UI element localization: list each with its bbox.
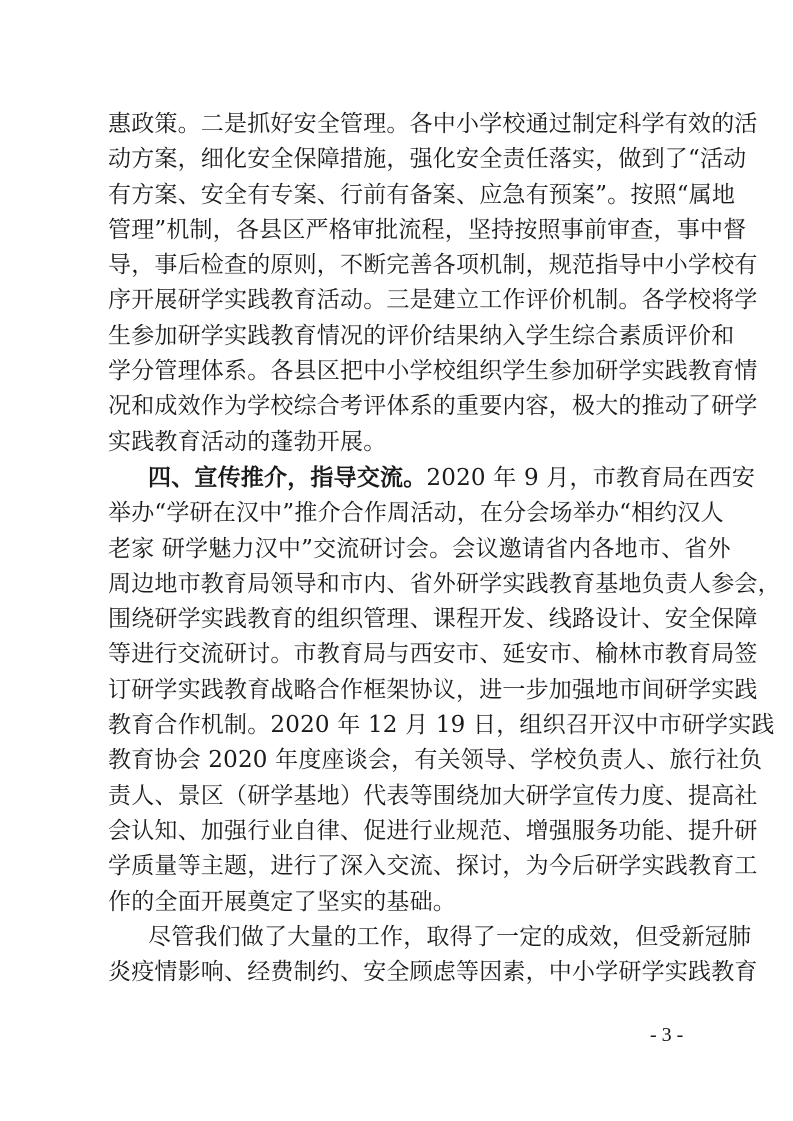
paragraph-safety-management — [108, 107, 758, 460]
text-line: 序开展研学实践教育活动。三是建立工作评价机制。各学校将学 — [108, 287, 758, 314]
text-line: 围绕研学实践教育的组织管理、课程开发、线路设计、安全保障 — [108, 606, 758, 633]
text-line — [108, 460, 756, 496]
text-line: 动方案，细化安全保障措施，强化安全责任落实，做到了“活动 — [108, 146, 747, 173]
paragraph-promotion-exchange — [108, 460, 781, 920]
page-number: - 3 - — [650, 1024, 684, 1046]
heading-line-rest: 2020 年 9 月，市教育局在西安 — [426, 464, 756, 491]
text-line: 有方案、安全有专案、行前有备案、应急有预案”。按照“属地 — [108, 181, 736, 208]
document-body — [108, 107, 781, 990]
text-line: 导，事后检查的原则，不断完善各项机制，规范指导中小学校有 — [108, 252, 758, 279]
text-line: 订研学实践教育战略合作框架协议，进一步加强地市间研学实践 — [108, 676, 758, 703]
text-line: 等进行交流研讨。市教育局与西安市、延安市、榆林市教育局签 — [108, 641, 758, 668]
text-line: 周边地市教育局领导和市内、省外研学实践教育基地负责人参会， — [108, 570, 781, 597]
text-line: 教育协会 2020 年度座谈会，有关领导、学校负责人、旅行社负 — [108, 747, 763, 774]
text-line: 尽管我们做了大量的工作，取得了一定的成效，但受新冠肺 — [148, 923, 752, 950]
paragraph-challenges — [108, 920, 758, 991]
text-line: 生参加研学实践教育情况的评价结果纳入学生综合素质评价和 — [108, 322, 735, 349]
section-heading: 四、宣传推介，指导交流。 — [148, 463, 427, 491]
text-line: 炎疫情影响、经费制约、安全顾虑等因素，中小学研学实践教育 — [108, 959, 758, 986]
text-line: 老家 研学魅力汉中”交流研讨会。会议邀请省内各地市、省外 — [108, 535, 731, 562]
text-line: 会认知、加强行业自律、促进行业规范、增强服务功能、提升研 — [108, 817, 758, 844]
text-line: 学分管理体系。各县区把中小学校组织学生参加研学实践教育情 — [108, 358, 758, 385]
text-line: 况和成效作为学校综合考评体系的重要内容，极大的推动了研学 — [108, 393, 758, 420]
text-line: 学质量等主题，进行了深入交流、探讨，为今后研学实践教育工 — [108, 853, 758, 880]
text-line: 实践教育活动的蓬勃开展。 — [108, 428, 387, 455]
text-line: 管理”机制，各县区严格审批流程，坚持按照事前审查，事中督 — [108, 216, 747, 243]
text-line: 举办“学研在汉中”推介合作周活动，在分会场举办“相约汉人 — [108, 500, 724, 527]
text-line: 作的全面开展奠定了坚实的基础。 — [108, 888, 456, 915]
text-line: 责人、景区（研学基地）代表等围绕加大研学宣传力度、提高社 — [108, 782, 758, 809]
text-line: 教育合作机制。2020 年 12 月 19 日，组织召开汉中市研学实践 — [108, 712, 775, 739]
text-line: 惠政策。二是抓好安全管理。各中小学校通过制定科学有效的活 — [108, 111, 758, 137]
